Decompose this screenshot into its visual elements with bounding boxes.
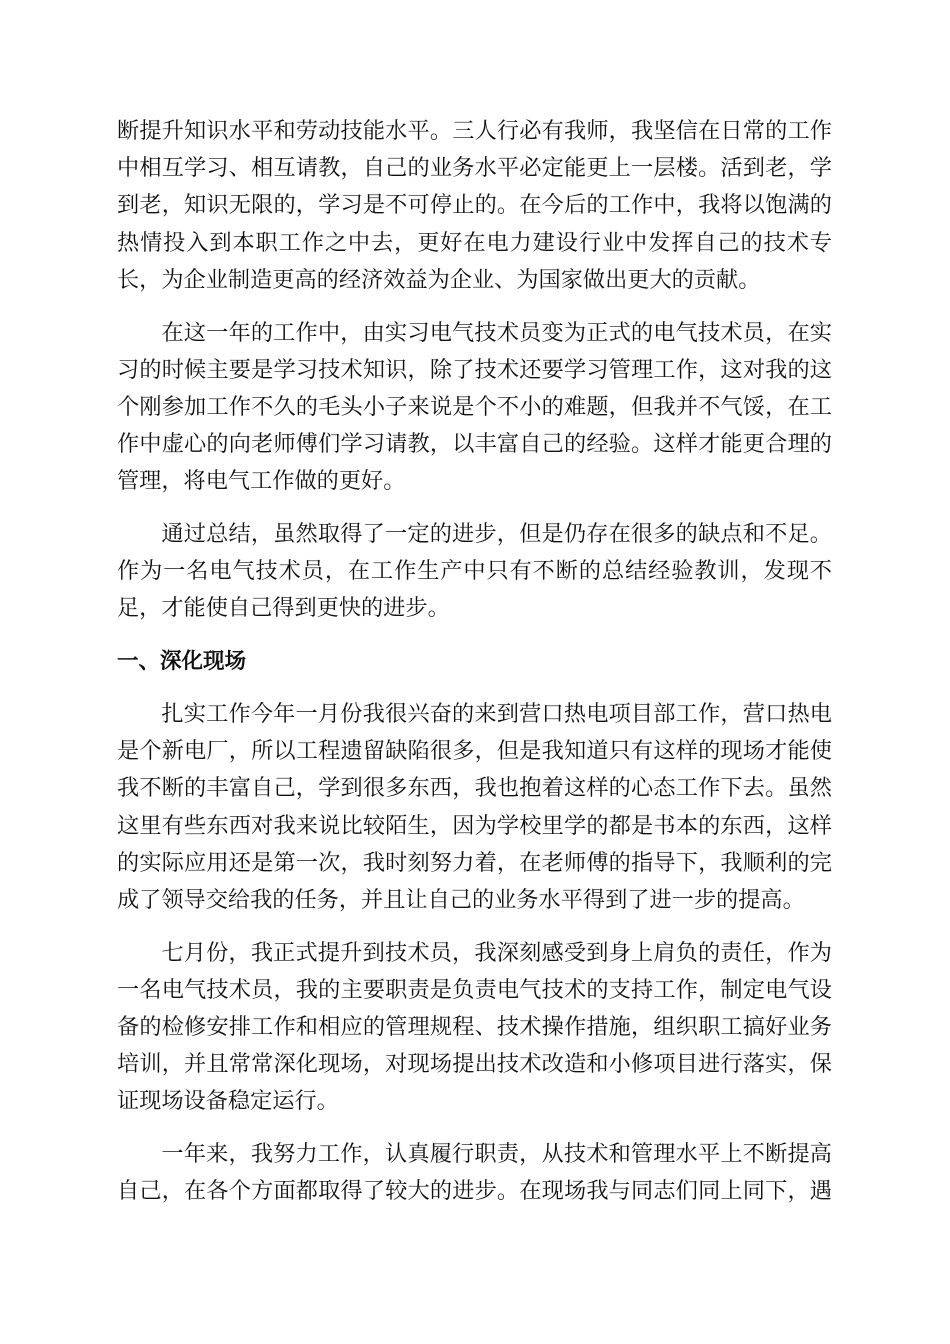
- paragraph-5: [117, 935, 832, 1121]
- text-line: 自己，在各个方面都取得了较大的进步。在现场我与同志们同上同下，遇: [117, 1178, 832, 1205]
- text-line: 习的时候主要是学习技术知识，除了技术还要学习管理工作，这对我的这: [117, 356, 832, 383]
- paragraph-2: [117, 315, 832, 501]
- text-line: 培训，并且常常深化现场，对现场提出技术改造和小修项目进行落实，保: [117, 1051, 832, 1078]
- text-line: 在这一年的工作中，由实习电气技术员变为正式的电气技术员，在实: [161, 319, 832, 346]
- text-line: 一年来，我努力工作，认真履行职责，从技术和管理水平上不断提高: [161, 1141, 832, 1168]
- text-line: 这里有些东西对我来说比较陌生，因为学校里学的都是书本的东西，这样: [117, 812, 832, 839]
- text-line: 长，为企业制造更高的经济效益为企业、为国家做出更大的贡献。: [117, 266, 761, 293]
- text-line: 足，才能使自己得到更快的进步。: [117, 595, 450, 622]
- text-line: 中相互学习、相互请教，自己的业务水平必定能更上一层楼。活到老，学: [117, 155, 832, 182]
- paragraph-1: [117, 113, 832, 299]
- text-line: 备的检修安排工作和相应的管理规程、技术操作措施，组织职工搞好业务: [117, 1014, 832, 1041]
- text-line: 管理，将电气工作做的更好。: [117, 468, 406, 495]
- text-line: 的实际应用还是第一次，我时刻努力着，在老师傅的指导下，我顺利的完: [117, 849, 832, 876]
- text-line: 七月份，我正式提升到技术员，我深刻感受到身上肩负的责任，作为: [161, 939, 832, 966]
- paragraph-3: [117, 516, 832, 628]
- text-line: 作中虚心的向老师傅们学习请教，以丰富自己的经验。这样才能更合理的: [117, 431, 832, 458]
- text-line: 一名电气技术员，我的主要职责是负责电气技术的支持工作，制定电气设: [117, 976, 832, 1003]
- text-line: 是个新电厂，所以工程遗留缺陷很多，但是我知道只有这样的现场才能使: [117, 738, 832, 765]
- paragraph-6: [117, 1136, 832, 1210]
- text-line: 断提升知识水平和劳动技能水平。三人行必有我师，我坚信在日常的工作: [117, 118, 832, 144]
- text-line: 到老，知识无限的，学习是不可停止的。在今后的工作中，我将以饱满的: [117, 192, 832, 219]
- section-heading: 一、深化现场: [117, 649, 247, 675]
- text-line: 我不断的丰富自己，学到很多东西，我也抱着这样的心态工作下去。虽然: [117, 775, 832, 802]
- text-line: 通过总结，虽然取得了一定的进步，但是仍存在很多的缺点和不足。: [161, 521, 832, 548]
- paragraph-4: [117, 696, 832, 919]
- text-line: 成了领导交给我的任务，并且让自己的业务水平得到了进一步的提高。: [117, 886, 805, 913]
- text-line: 个刚参加工作不久的毛头小子来说是个不小的难题，但我并不气馁，在工: [117, 393, 832, 420]
- document-page: [117, 113, 832, 1226]
- text-line: 证现场设备稳定运行。: [117, 1088, 339, 1115]
- text-line: 扎实工作今年一月份我很兴奋的来到营口热电项目部工作，营口热电: [161, 701, 832, 727]
- text-line: 作为一名电气技术员，在工作生产中只有不断的总结经验教训，发现不: [117, 558, 832, 585]
- text-line: 热情投入到本职工作之中去，更好在电力建设行业中发挥自己的技术专: [117, 229, 832, 256]
